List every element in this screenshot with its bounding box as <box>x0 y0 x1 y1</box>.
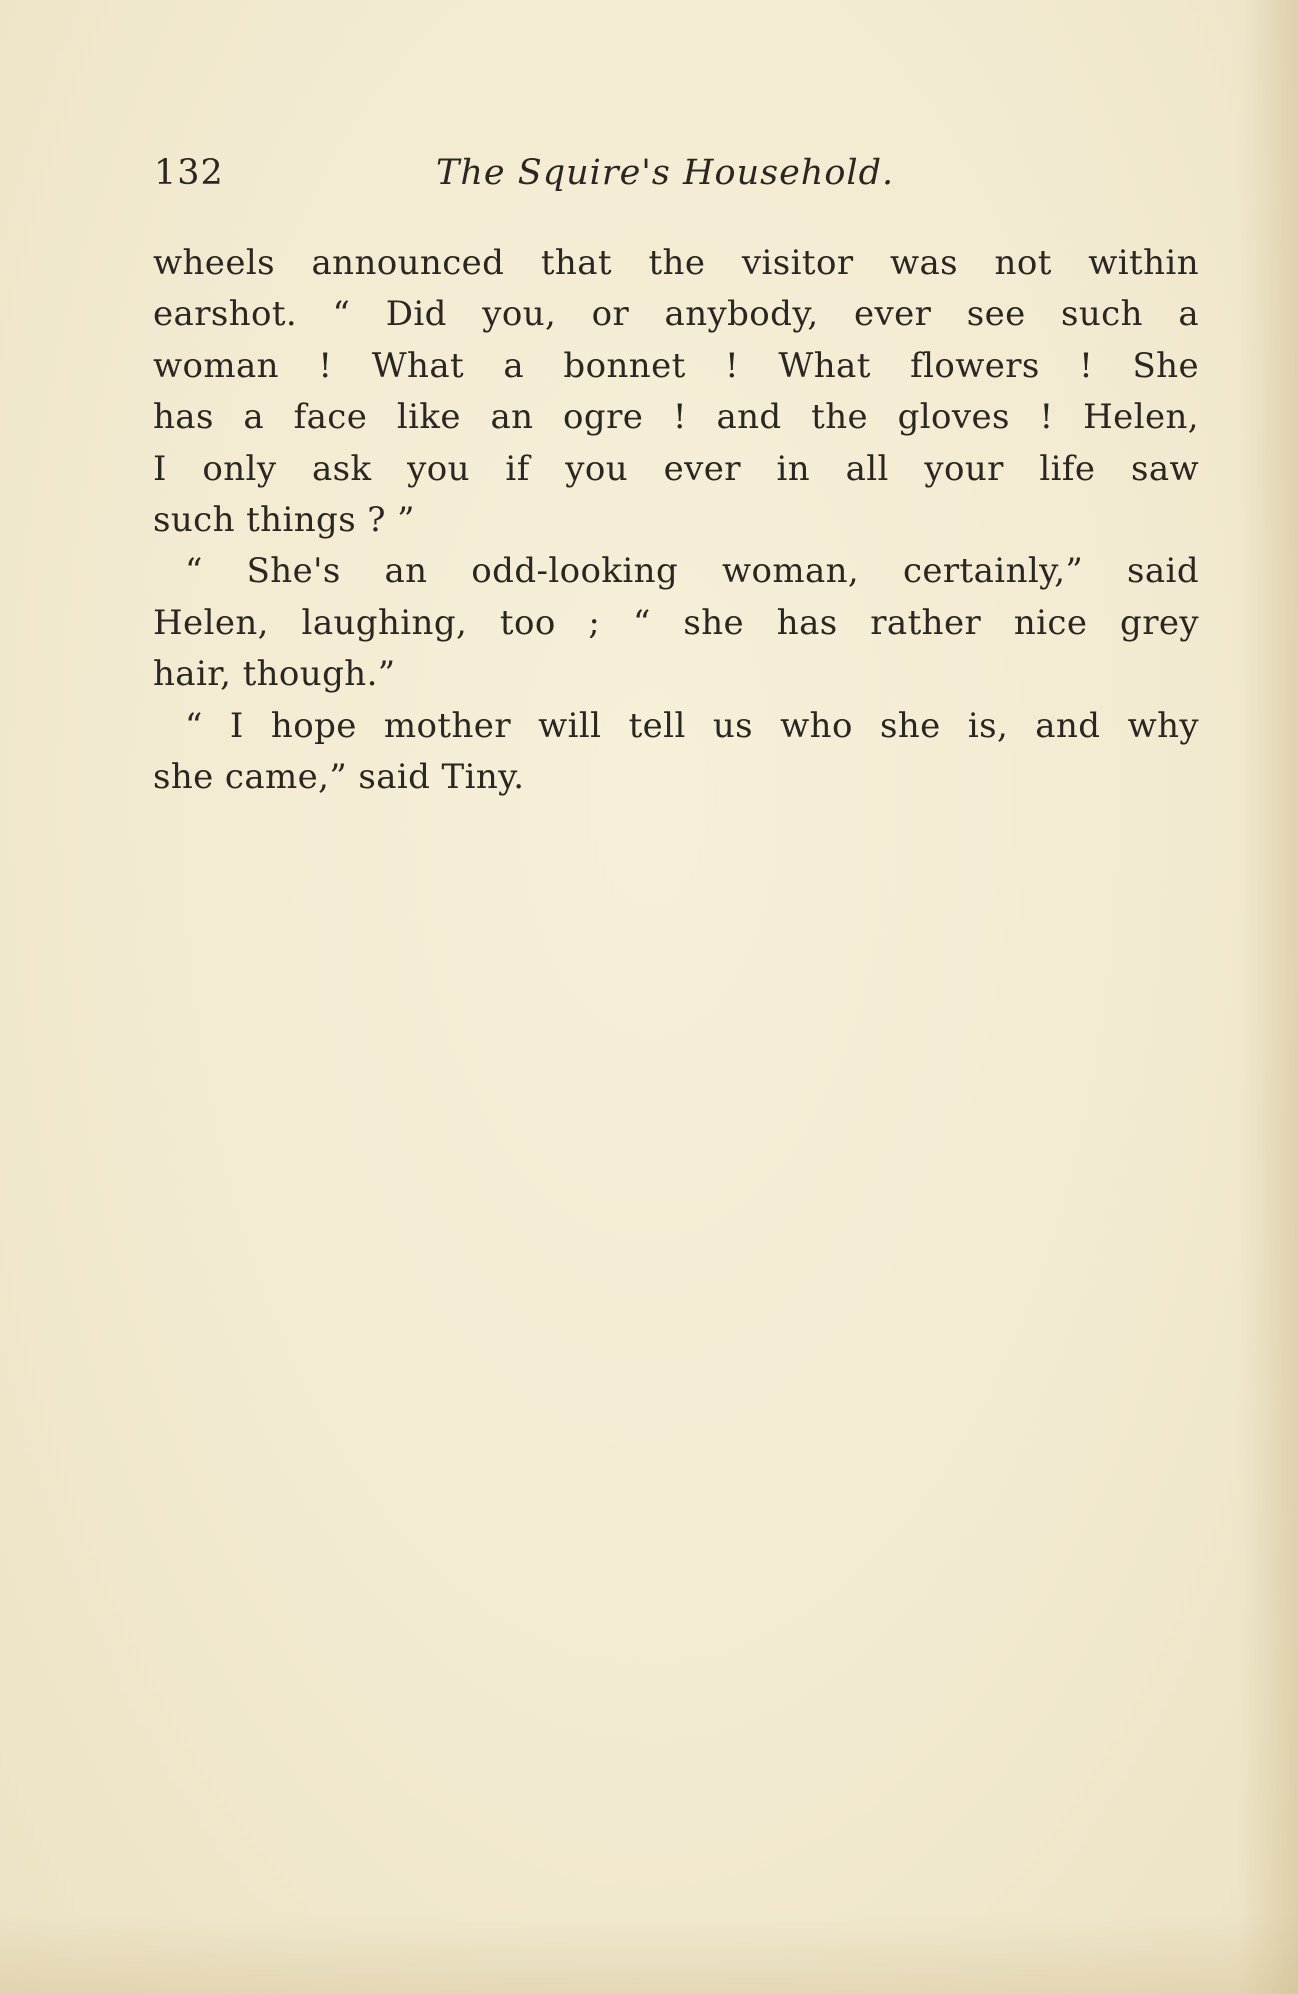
text-line: Helen, laughing, too ; “ she has rather nice grey <box>153 602 1199 643</box>
text-line: woman ! What a bonnet ! What flowers ! She <box>153 345 1199 386</box>
running-title: The Squire's Household. <box>436 153 895 193</box>
text-line: I only ask you if you ever in all your life saw <box>153 448 1199 489</box>
body-text <box>153 238 1199 803</box>
page-edge-shadow <box>1238 0 1298 1994</box>
text-line: “ She's an odd-looking woman, certainly,” said <box>185 551 1199 592</box>
page-bottom-shadow <box>0 1914 1298 1994</box>
text-line: earshot. “ Did you, or anybody, ever see such a <box>153 294 1199 335</box>
text-line: wheels announced that the visitor was not within <box>153 243 1199 283</box>
text-line: “ I hope mother will tell us who she is, and why <box>185 705 1199 746</box>
text-line: she came,” said Tiny. <box>153 756 525 797</box>
page-number: 132 <box>154 153 224 193</box>
text-line: such things ? ” <box>153 499 415 540</box>
text-line: has a face like an ogre ! and the gloves ! Helen, <box>153 397 1199 438</box>
running-header <box>154 148 1204 198</box>
text-line: hair, though.” <box>153 654 396 695</box>
